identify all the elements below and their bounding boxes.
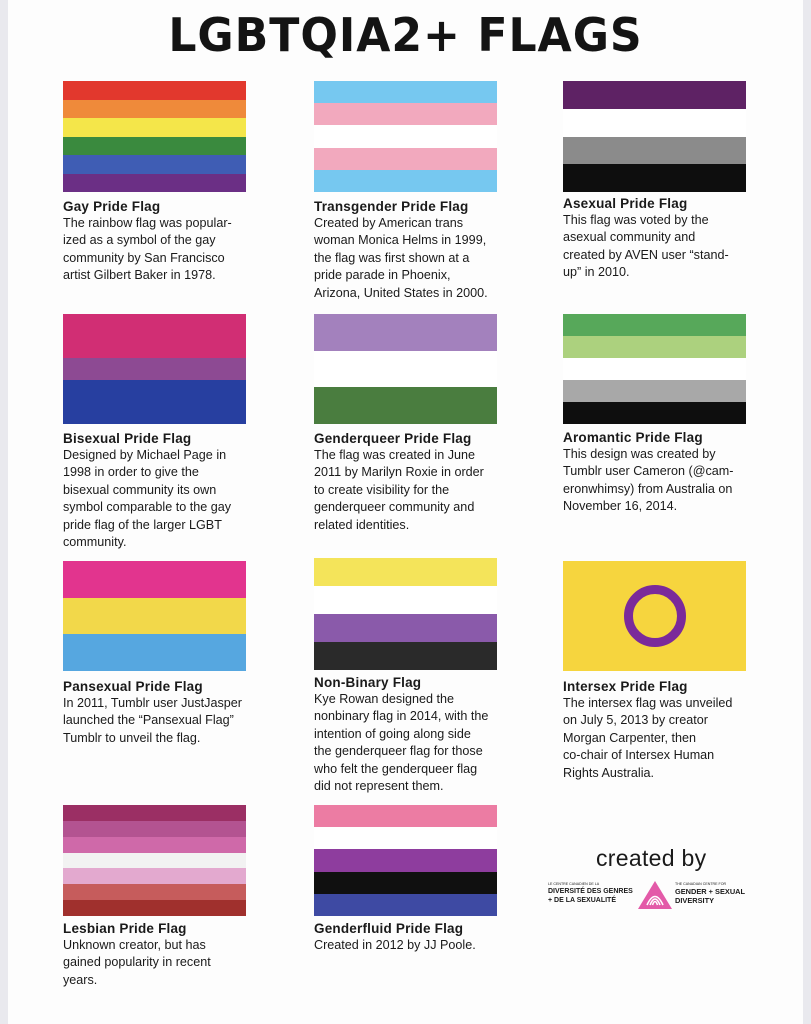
flag-stripe [563,314,746,336]
flag-stripe [563,137,746,164]
flag-description: Kye Rowan designed the nonbinary flag in 2014, with the intention of going along side the genderqueer flag for those who felt the genderqueer flag did not represent them. [314,692,489,794]
flag-stripe [63,174,246,192]
flag-stripe [63,358,246,380]
flag-description: In 2011, Tumblr user JustJasper launched the “Pansexual Flag” Tumblr to unveil the flag. [63,696,242,745]
flag-stripe [563,164,746,192]
flag-stripe [314,614,497,642]
flag-title: Asexual Pride Flag [563,196,688,211]
flag-stripe [314,314,497,351]
flag-stripe [314,103,497,125]
flag-stripe [563,109,746,137]
flag-stripe [314,387,497,424]
flag-stripe [563,402,746,424]
aromantic-flag [563,314,746,424]
flag-stripe [314,148,497,170]
flag-stripe [63,884,246,900]
created-by-label: created by [596,845,707,871]
nonbinary-flag [314,558,497,670]
flag-description: This design was created by Tumblr user Cameron (@cam- eronwhimsy) from Australia on November 16, 2014. [563,447,734,514]
pansexual-flag [63,561,246,671]
flag-stripe [63,118,246,137]
flag-stripe [63,137,246,155]
flag-stripe [314,872,497,894]
flag-stripe [63,868,246,884]
intersex-flag [563,561,746,671]
flag-stripe [63,100,246,118]
flag-description: Created in 2012 by JJ Poole. [314,938,476,952]
flag-title: Non-Binary Flag [314,675,422,690]
flag-stripe [63,402,246,424]
english-org-line-1: GENDER + SEXUAL [675,887,746,896]
flag-description: Created by American trans woman Monica Helms in 1999, the flag was first shown at a pride parade in Phoenix, Arizona, United States in 2000. [314,216,488,300]
gay-flag [63,81,246,192]
french-organization-logo-text [548,882,643,905]
asexual-flag [563,81,746,192]
flag-stripe [63,314,246,336]
lesbian-flag [63,805,246,916]
flag-description: The flag was created in June 2011 by Marilyn Roxie in order to create visibility for the genderqueer community and related identities. [314,448,484,532]
right-page-edge [803,0,811,1024]
intersex-ring-icon [624,585,686,647]
flag-stripe [314,125,497,148]
flag-stripe [314,586,497,614]
flag-stripe [63,598,246,634]
flag-stripe [314,81,497,103]
flag-stripe [314,805,497,827]
french-org-line-1: DIVERSITÉ DES GENRES [548,888,633,895]
page-title: LGBTQIA2+ FLAGS [168,8,643,62]
english-org-small-line: THE CANADIAN CENTRE FOR [675,882,727,886]
flag-stripe [63,561,246,598]
flag-stripe [314,558,497,586]
flag-title: Genderfluid Pride Flag [314,921,464,936]
flag-stripe [314,642,497,670]
flag-stripe [563,336,746,358]
flag-title: Bisexual Pride Flag [63,431,192,446]
flag-stripe [63,837,246,853]
flag-title: Lesbian Pride Flag [63,921,187,936]
flag-title: Genderqueer Pride Flag [314,431,472,446]
bisexual-flag [63,314,246,424]
flag-stripe [63,380,246,402]
flag-title: Aromantic Pride Flag [563,430,703,445]
flag-description: This flag was voted by the asexual community and created by AVEN user “stand- up” in 2010. [563,213,729,280]
flag-stripe [314,827,497,849]
flag-stripe [63,634,246,671]
flag-title: Gay Pride Flag [63,199,161,214]
flag-description: Designed by Michael Page in 1998 in order to give the bisexual community its own symbol comparable to the gay pride flag of the larger LGBT community. [63,448,232,550]
flag-stripe [314,894,497,916]
flag-stripe [63,81,246,100]
english-org-line-2: DIVERSITY [675,896,715,905]
french-org-line-2: + DE LA SEXUALITÉ [548,897,617,904]
flag-description: The intersex flag was unveiled on July 5, 2013 by creator Morgan Carpenter, then co-chair of Intersex Human Rights Australia. [563,696,733,780]
flag-stripe [314,351,497,387]
flag-title: Intersex Pride Flag [563,679,688,694]
flag-stripe [63,853,246,868]
flag-stripe [63,821,246,837]
flag-stripe [63,900,246,916]
flag-description: Unknown creator, but has gained popularity in recent years. [63,938,211,987]
flag-stripe [563,81,746,109]
flag-stripe [63,155,246,174]
flag-stripe [314,849,497,872]
flag-stripe [314,170,497,192]
french-org-small-line: LE CENTRE CANADIEN DE LA [548,882,600,886]
genderfluid-flag [314,805,497,916]
flag-stripe [563,380,746,402]
english-organization-logo-text [675,882,755,905]
fingerprint-logo-icon [637,880,673,910]
flag-stripe [63,336,246,358]
flag-title: Transgender Pride Flag [314,199,469,214]
left-page-edge [0,0,8,1024]
genderqueer-flag [314,314,497,424]
flag-title: Pansexual Pride Flag [63,679,203,694]
flag-description: The rainbow flag was popular- ized as a symbol of the gay community by San Francisco artist Gilbert Baker in 1978. [63,216,232,283]
transgender-flag [314,81,497,192]
flag-stripe [63,805,246,821]
flag-stripe [563,358,746,380]
